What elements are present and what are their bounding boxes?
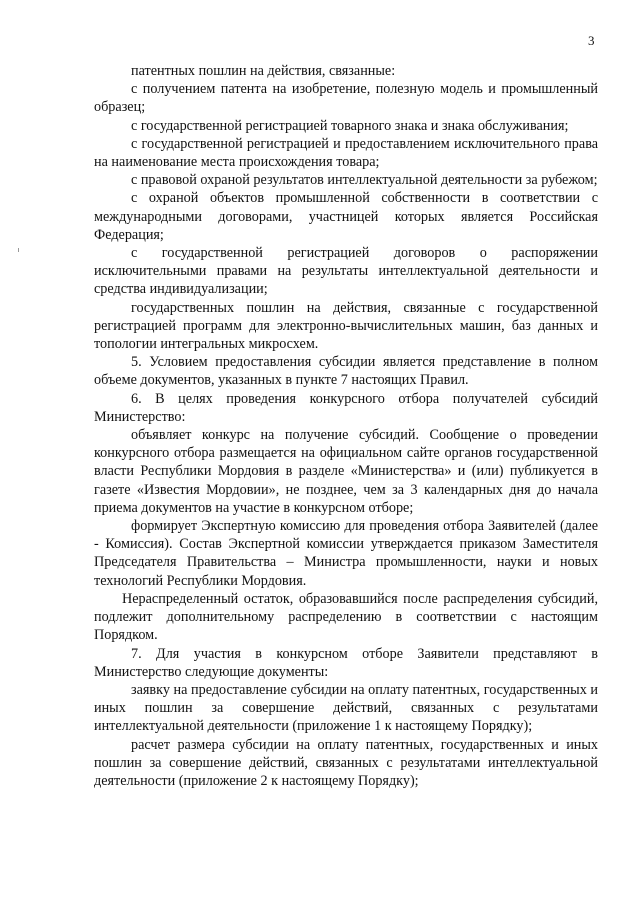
paragraph-patent-fees: патентных пошлин на действия, связанные: <box>131 63 396 79</box>
paragraph-contract-registration: с государственной регистрацией договоров о распоряжении исключительными правами на результаты интеллектуальной деятельности и средства индивидуализации; <box>94 245 598 298</box>
paragraph-expert-commission: формирует Экспертную комиссию для проведения отбора Заявителей (далее - Комиссия). Состав Экспертной комиссии утверждается приказом Заместителя Председателя Правительства – Министра промышленности, науки и новых технологий Республики Мордовия. <box>94 518 598 589</box>
paragraph-announce-contest: объявляет конкурс на получение субсидий. Сообщение о проведении конкурсного отбора размещается на официальном сайте органов государственной власти Республики Мордовия в разделе «Министерства» и (или) публикуется в газете «Известия Мордовии», не позднее, чем за 3 календарных дня до начала приема документов на участие в конкурсном отборе; <box>94 427 598 516</box>
paragraph-item-6: 6. В целях проведения конкурсного отбора получателей субсидий Министерство: <box>94 390 598 425</box>
document-body <box>94 62 598 790</box>
paragraph-origin-name: с государственной регистрацией и предоставлением исключительного права на наименование места происхождения товара; <box>94 135 598 171</box>
page-number: 3 <box>588 33 595 48</box>
paragraph-international-treaties: с охраной объектов промышленной собственности в соответствии с международными договорами, участницей которых является Российская Федерация; <box>94 190 598 243</box>
paragraph-calculation: расчет размера субсидии на оплату патентных, государственных и иных пошлин за совершение действий, связанных с результатами интеллектуальной деятельности (приложение 2 к настоящему Порядку); <box>94 736 598 789</box>
paragraph-state-fees-software: государственных пошлин на действия, связанные с государственной регистрацией программ для электронно-вычислительных машин, баз данных и топологии интегральных микросхем. <box>94 299 598 353</box>
paragraph-trademark: с государственной регистрацией товарного знака и знака обслуживания; <box>131 117 569 134</box>
paragraph-application: заявку на предоставление субсидии на оплату патентных, государственных и иных пошлин за совершение действий, связанных с результатами интеллектуальной деятельности (приложение 1 к настоящему Порядку); <box>94 681 598 735</box>
paragraph-remainder: Нераспределенный остаток, образовавшийся после распределения субсидий, подлежит дополнительному распределению в соответствии с настоящим Порядком. <box>94 590 598 644</box>
paragraph-patent-invention: с получением патента на изобретение, полезную модель и промышленный образец; <box>94 81 598 116</box>
paragraph-item-5: 5. Условием предоставления субсидии является представление в полном объеме документов, указанных в пункте 7 настоящих Правил. <box>94 354 598 389</box>
paragraph-foreign-protection: с правовой охраной результатов интеллектуальной деятельности за рубежом; <box>131 172 598 189</box>
paragraph-item-7: 7. Для участия в конкурсном отборе Заявители представляют в Министерство следующие документы: <box>94 645 598 680</box>
margin-mark <box>18 248 19 252</box>
